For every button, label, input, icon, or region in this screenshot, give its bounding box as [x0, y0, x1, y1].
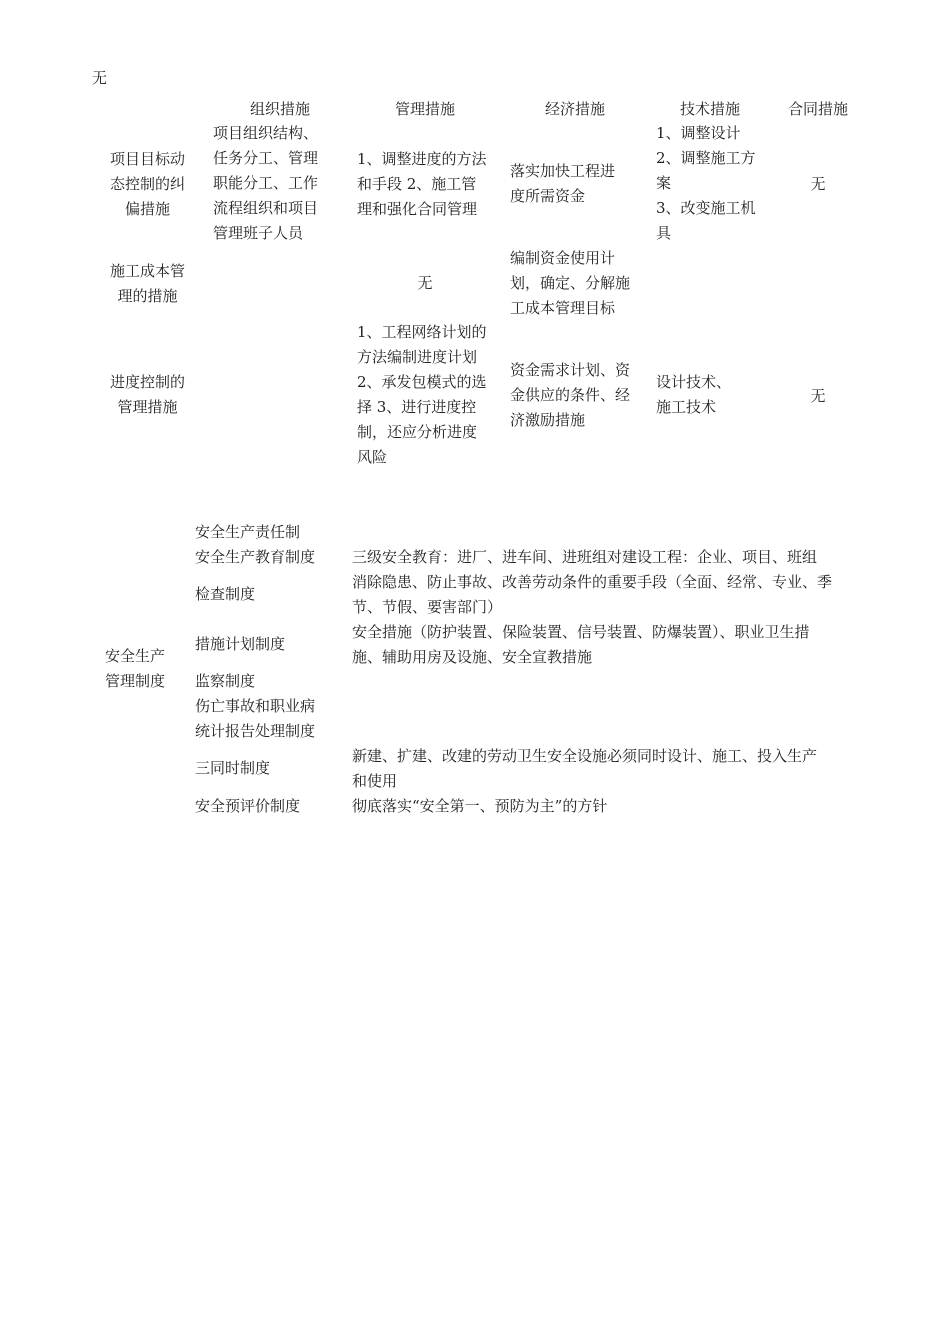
safety-desc: 安全措施（防护装置、保险装置、信号装置、防爆装置）、职业卫生措 施、辅助用房及设施、安全宣教措施 — [352, 623, 810, 666]
row3-econ: 资金需求计划、资 金供应的条件、经 济激励措施 — [510, 361, 631, 429]
safety-desc: 彻底落实“安全第一、预防为主”的方针 — [352, 797, 608, 815]
safety-item: 伤亡事故和职业病 统计报告处理制度 — [195, 697, 316, 740]
top-note: 无 — [92, 69, 108, 87]
header-econ: 经济措施 — [544, 100, 605, 118]
row2-mgmt: 无 — [417, 274, 433, 292]
row2-econ: 编制资金使用计 划，确定、分解施 工成本管理目标 — [510, 249, 631, 317]
safety-desc: 新建、扩建、改建的劳动卫生安全设施必须同时设计、施工、投入生产 和使用 — [352, 747, 818, 790]
header-contract: 合同措施 — [787, 100, 848, 118]
row1-mgmt: 1、调整进度的方法 和手段 2、施工管 理和强化合同管理 — [357, 150, 487, 218]
header-org: 组织措施 — [249, 100, 310, 118]
row1-org: 项目组织结构、 任务分工、管理 职能分工、工作 流程组织和项目 管理班子人员 — [213, 124, 319, 242]
safety-item: 三同时制度 — [195, 759, 271, 777]
safety-label: 安全生产 管理制度 — [105, 647, 166, 690]
header-mgmt: 管理措施 — [394, 100, 455, 118]
safety-item: 监察制度 — [195, 672, 256, 690]
safety-item: 安全生产责任制 — [195, 523, 301, 541]
row3-contract: 无 — [810, 387, 826, 405]
row1-tech: 1、调整设计 2、调整施工方 案 3、改变施工机 具 — [656, 124, 756, 242]
safety-item: 检查制度 — [195, 585, 256, 603]
row1-label: 项目目标动 态控制的纠 偏措施 — [109, 150, 185, 218]
safety-item: 措施计划制度 — [195, 635, 286, 653]
safety-desc: 三级安全教育：进厂、进车间、进班组对建设工程：企业、项目、班组 — [352, 548, 818, 566]
row3-mgmt: 1、工程网络计划的 方法编制进度计划 2、承发包模式的选 择 3、进行进度控 制，还应分析进度 风险 — [357, 323, 487, 466]
row1-contract: 无 — [810, 175, 826, 193]
safety-item: 安全生产教育制度 — [195, 548, 316, 566]
row3-label: 进度控制的 管理措施 — [109, 373, 185, 416]
row3-tech: 设计技术、 施工技术 — [656, 373, 732, 416]
row2-label: 施工成本管 理的措施 — [109, 262, 185, 305]
row1-econ: 落实加快工程进 度所需资金 — [510, 162, 616, 205]
safety-item: 安全预评价制度 — [195, 797, 301, 815]
header-tech: 技术措施 — [679, 100, 740, 118]
safety-desc: 消除隐患、防止事故、改善劳动条件的重要手段（全面、经常、专业、季 节、节假、要害部门） — [352, 573, 833, 616]
